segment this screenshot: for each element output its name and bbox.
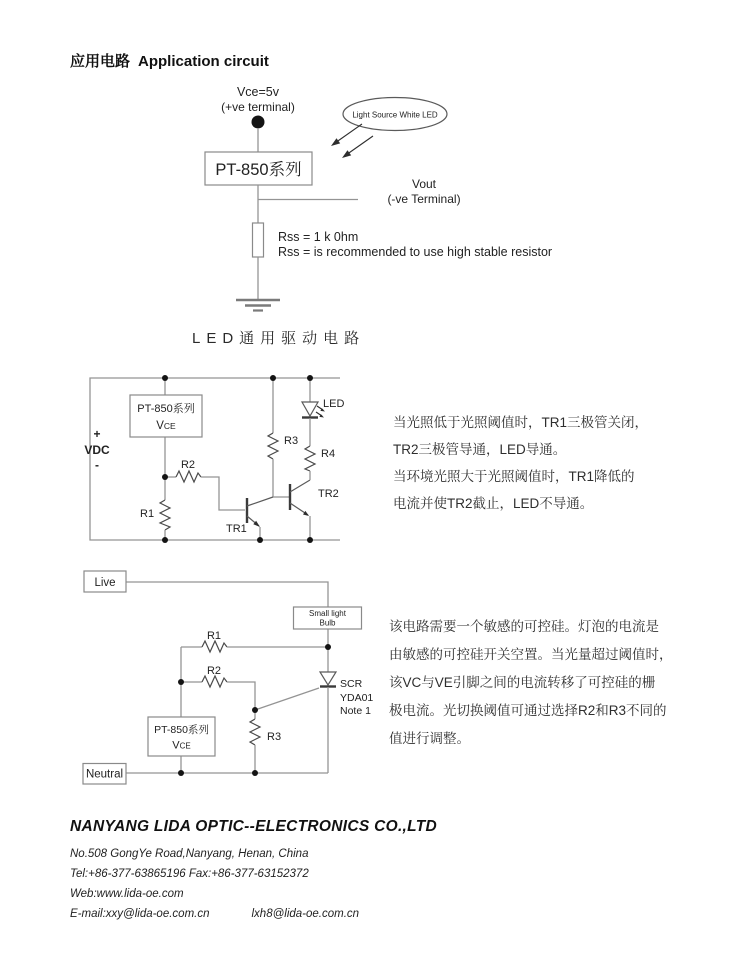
vce-label: Vce=5v	[236, 85, 280, 99]
r2-resistor-3	[202, 676, 227, 687]
r3-label-3: R3	[267, 731, 282, 743]
ground-icon	[236, 300, 280, 311]
r1-resistor-3	[202, 641, 227, 652]
scr-note-label: Note 1	[340, 705, 371, 717]
page-title-en: Application circuit	[138, 53, 269, 70]
description-line: TR2三极管导通，LED导通。	[393, 442, 567, 457]
description-line: 当光照低于光照阈值时，TR1三极管关闭，	[393, 415, 649, 430]
positive-terminal-dot	[252, 116, 265, 129]
r4-label: R4	[321, 448, 336, 460]
r3-resistor-3	[250, 719, 260, 745]
r2-label-3: R2	[206, 665, 222, 677]
vce-terminal-label: (+ve terminal)	[221, 100, 295, 114]
led-driver-section-title: LED通用驱动电路	[192, 330, 366, 347]
vout-label: Vout	[411, 177, 437, 191]
vce-label-2: VCE	[156, 420, 176, 432]
company-address: No.508 GongYe Road,Nanyang, Henan, China	[70, 848, 309, 860]
company-phone: Tel:+86-377-63865196 Fax:+86-377-63152372	[70, 868, 309, 880]
scr-circuit-description	[389, 613, 673, 753]
pt850-label: PT-850系列	[215, 161, 302, 179]
description-line: 该VC与VE引脚之间的电流转移了可控硅的栅	[389, 675, 656, 690]
application-circuit-diagram	[205, 85, 552, 311]
r1-label-3: R1	[206, 630, 222, 642]
neutral-label: Neutral	[85, 768, 124, 781]
rss-resistor	[253, 223, 264, 257]
r3-label: R3	[284, 435, 299, 447]
pt850-label-2: PT-850系列	[137, 403, 195, 415]
tr2-label: TR2	[318, 488, 339, 500]
light-ray-arrows-icon	[331, 124, 373, 158]
led-icon	[302, 402, 325, 418]
email-primary: E-mail:xxy@lida-oe.com.cn	[70, 908, 210, 920]
description-line: 极电流。光切换阈值可通过选择R2和R3不同的	[389, 703, 667, 718]
scr-label: SCR	[340, 678, 363, 690]
description-line: 值进行调整。	[389, 731, 470, 746]
vout-terminal-label: (-ve Terminal)	[387, 192, 461, 206]
company-footer	[70, 818, 437, 924]
r1-resistor	[160, 500, 170, 530]
tr2-transistor-icon	[290, 471, 310, 540]
r2-resistor	[176, 471, 201, 482]
live-label: Live	[94, 577, 116, 589]
email-secondary: lxh8@lida-oe.com.cn	[251, 908, 360, 920]
rss-note-label: Rss = is recommended to use high stable resistor	[278, 245, 553, 259]
r4-resistor	[305, 446, 315, 471]
r2-label: R2	[180, 459, 196, 471]
description-line: 电流并使TR2截止，LED不导通。	[393, 496, 594, 511]
description-line: 该电路需要一个敏感的可控硅。灯泡的电流是	[389, 619, 659, 634]
tr1-transistor-icon	[247, 497, 273, 540]
bulb-label-line1: Small light	[309, 609, 346, 618]
vdc-label: VDC	[84, 443, 110, 457]
tr1-label: TR1	[226, 523, 247, 535]
scr-thyristor-icon	[320, 672, 336, 687]
description-line: 由敏感的可控硅开关空置。当光量超过阈值时，	[389, 647, 673, 662]
r3-resistor	[268, 433, 278, 459]
description-line: 当环境光照大于光照阈值时，TR1降低的	[393, 469, 635, 484]
led-driver-circuit-diagram	[84, 375, 344, 543]
company-website: Web:www.lida-oe.com	[70, 888, 184, 900]
bulb-label-line2: Bulb	[319, 618, 336, 628]
company-email	[70, 904, 437, 924]
pt850-label-3: PT-850系列	[154, 724, 209, 736]
rss-value-label: Rss = 1 k 0hm	[278, 230, 359, 244]
scr-part-label: YDA01	[340, 692, 374, 704]
scr-lamp-circuit-diagram	[83, 571, 373, 784]
page-title-zh: 应用电路	[70, 53, 131, 70]
vce-label-3: VCE	[172, 739, 191, 752]
led-label: LED	[323, 398, 345, 410]
r1-label: R1	[140, 508, 155, 520]
light-source-label: Light Source White LED	[352, 110, 438, 120]
vdc-minus-label: -	[95, 458, 99, 472]
led-driver-description	[393, 409, 648, 517]
company-name: NANYANG LIDA OPTIC--ELECTRONICS CO.,LTD	[70, 818, 438, 835]
vdc-plus-label: +	[93, 427, 101, 441]
